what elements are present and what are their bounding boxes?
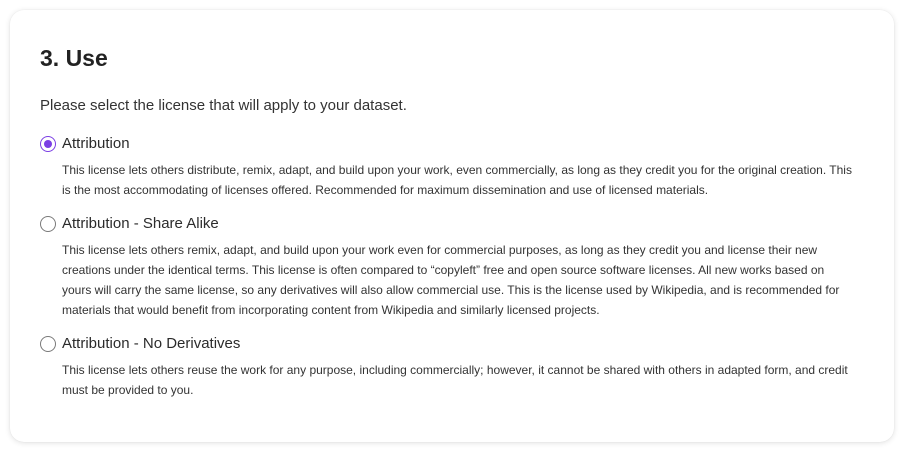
radio-unchecked-icon[interactable] [40,216,56,232]
license-option-share-alike-control[interactable] [40,213,864,235]
license-option-no-derivatives [40,333,864,400]
license-option-no-derivatives-control[interactable] [40,333,864,355]
license-card [10,10,894,442]
license-option-attribution [40,133,864,200]
license-option-description: This license lets others reuse the work for any purpose, including commercially; however, it cannot be shared with others in adapted form, and credit must be provided to you. [62,363,848,397]
radio-checked-icon[interactable] [40,136,56,152]
section-subtitle: Please select the license that will apply to your dataset. [40,97,407,114]
license-option-label[interactable]: Attribution [62,135,130,152]
section-title: 3. Use [40,45,108,71]
license-option-description: This license lets others distribute, remix, adapt, and build upon your work, even commercially, as long as they credit you for the original creation. This is the most accommodating of licenses offered. Recommended for maximum dissemination and use of licensed materials. [62,163,852,197]
license-option-description: This license lets others remix, adapt, and build upon your work even for commercial purposes, as long as they credit you and license their new creations under the identical terms. This license is often compared to “copyleft” free and open source software licenses. All new works based on yours will carry the same license, so any derivatives will also allow commercial use. This is the license used by Wikipedia, and is recommended for materials that would benefit from incorporating content from Wikipedia and similarly licensed projects. [62,243,840,317]
license-option-label[interactable]: Attribution - Share Alike [62,215,219,232]
license-option-share-alike [40,213,864,320]
license-option-attribution-control[interactable] [40,133,864,155]
license-radio-group [40,133,864,400]
license-option-label[interactable]: Attribution - No Derivatives [62,335,241,352]
radio-unchecked-icon[interactable] [40,336,56,352]
